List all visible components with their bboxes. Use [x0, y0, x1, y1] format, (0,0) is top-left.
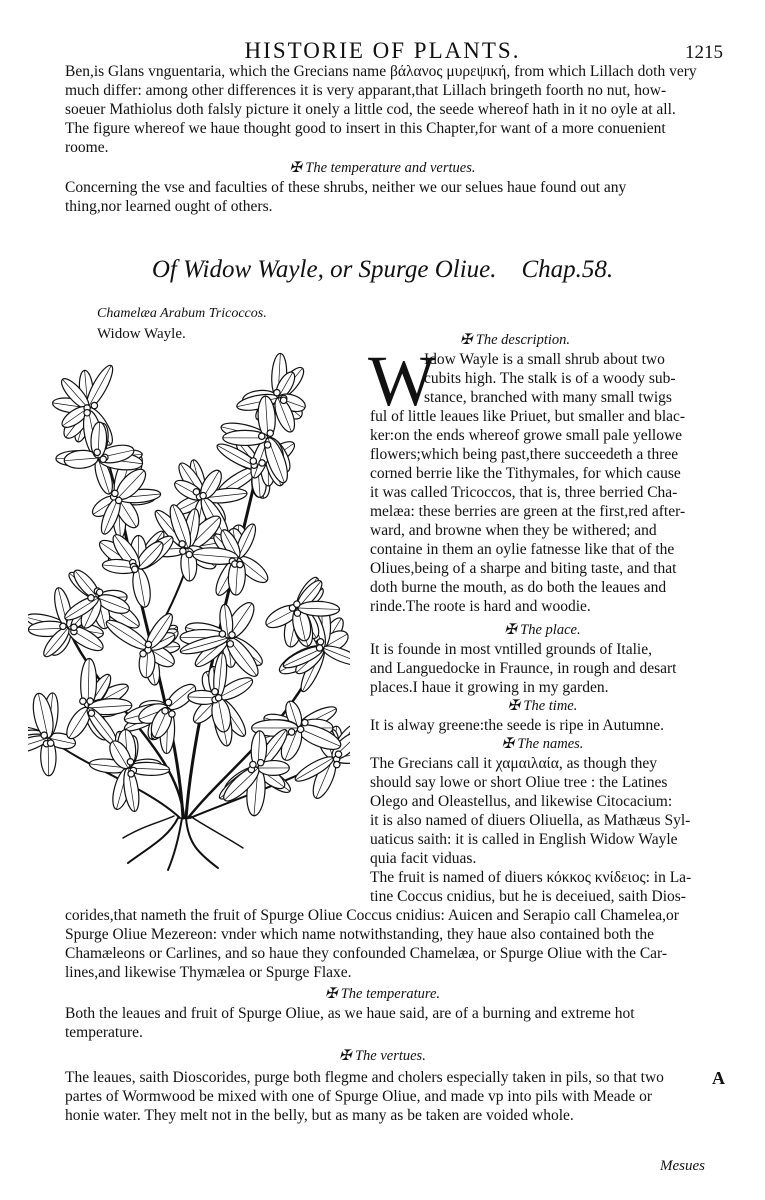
vertues-line: The leaues, saith Dioscorides, purge both flegme and cholers especially taken in pils, so that two [65, 1069, 664, 1086]
description-line: doth burne the mouth, as do both the leaues and [370, 579, 667, 596]
figure-caption-latin: Chamelæa Arabum Tricoccos. [97, 306, 267, 321]
time-line: It is alway greene:the seede is ripe in Autumne. [370, 717, 664, 734]
temperature-line: temperature. [65, 1024, 143, 1041]
intro-line: Ben,is Glans vnguentaria, which the Grecians name βάλανος μυρεψική, from which Lillach doth very [65, 63, 697, 80]
names-line: lines,and likewise Thymælea or Spurge Flaxe. [65, 964, 352, 981]
berry [186, 551, 192, 557]
berry [165, 699, 171, 705]
widow-wayle-woodcut-illustration [28, 348, 350, 873]
chapter-number: Chap.58. [521, 256, 614, 283]
berry [116, 497, 122, 503]
vertues-heading: ✠ The vertues. [339, 1048, 426, 1064]
berry [60, 623, 66, 629]
names-heading: ✠ The names. [501, 736, 584, 752]
description-line: ward, and browne when they be withered; and [370, 522, 657, 539]
names-paragraph-full [65, 906, 711, 982]
names-line: Spurge Oliue Mezereon: vnder which name notwithstanding, they haue also contained both the [65, 926, 654, 943]
vertues-line: partes of Wormwood be mixed with one of Spurge Oliue, and made vp into pils with Meade or [65, 1088, 653, 1105]
berry [128, 771, 134, 777]
temperature-line: Both the leaues and fruit of Spurge Oliue, as we haue said, are of a burning and extreme hot [65, 1005, 635, 1022]
place-line: It is founde in most vntilled grounds of Italie, [370, 641, 652, 658]
intro-paragraph [65, 62, 711, 157]
berry [267, 430, 273, 436]
temperature-heading: ✠ The temperature. [324, 986, 441, 1002]
berry [145, 641, 151, 647]
intro-line: much differ: among other differences it is very apparant,that Lillach bringeth foorth no nut, how- [65, 82, 667, 99]
berry [302, 719, 308, 725]
berry [257, 759, 263, 765]
description-paragraph [370, 407, 715, 616]
berry [41, 732, 47, 738]
place-heading: ✠ The place. [504, 622, 581, 638]
berry [127, 759, 133, 765]
berry [91, 402, 97, 408]
berry [112, 490, 118, 496]
berry [47, 740, 53, 746]
berry [169, 711, 175, 717]
berry [288, 729, 294, 735]
names-line: corides,that nameth the fruit of Spurge Oliue Coccus cnidius: Auicen and Serapio call Chamelea,or [65, 907, 679, 924]
berry [180, 548, 186, 554]
description-line: it was called Tricoccos, that is, three berried Cha- [370, 484, 678, 501]
berry [179, 541, 185, 547]
intro-temperature-line: thing,nor learned ought of others. [65, 198, 273, 215]
berry [317, 639, 323, 645]
names-line: The fruit is named of diuers κόκκος κνίδειος: in La- [370, 869, 692, 886]
berry [297, 726, 303, 732]
berry [100, 456, 106, 462]
description-line: rinde.The roote is hard and woodie. [370, 598, 591, 615]
running-header-title: HISTORIE OF PLANTS. [244, 38, 521, 63]
berry [162, 708, 168, 714]
berry [316, 645, 322, 651]
names-line: The Grecians call it χαμαιλαία, as though they [370, 755, 658, 772]
berry [335, 751, 341, 757]
description-heading: ✠ The description. [459, 332, 571, 348]
names-line: should say lowe or short Oliue tree : the Latines [370, 774, 668, 791]
description-line: melæa: these berries are green at the first,red after- [370, 503, 686, 520]
names-line: quia facit viduas. [370, 850, 477, 867]
berry [259, 460, 265, 466]
intro-temperature-paragraph [65, 178, 711, 216]
berry [132, 566, 138, 572]
chapter-heading [0, 256, 765, 284]
temperature-paragraph [65, 1004, 711, 1042]
berry [96, 589, 102, 595]
berry [87, 698, 93, 704]
berry [264, 442, 270, 448]
berry [250, 458, 256, 464]
page-number: 1215 [685, 42, 723, 63]
berry [71, 624, 77, 630]
intro-line: soeuer Mathiolus doth falsly picture it onely a little cod, the seede whereof hath in it no oyle at all. [65, 101, 676, 118]
berry [94, 449, 100, 455]
berry [227, 641, 233, 647]
berry [88, 710, 94, 716]
berry [219, 631, 225, 637]
berry [193, 489, 199, 495]
names-line: uaticus saith: it is called in English Widow Wayle [370, 831, 678, 848]
berry [294, 601, 300, 607]
place-line: and Languedocke in Fraunce, in rough and desart [370, 660, 677, 677]
description-line: Oliues,being of a sharpe and biting taste, and that [370, 560, 677, 577]
margin-letter: A [712, 1068, 725, 1088]
description-line: containe in them an oylie fatnesse like that of the [370, 541, 675, 558]
berry [88, 595, 94, 601]
berry [215, 695, 221, 701]
berry [80, 698, 86, 704]
berry [212, 688, 218, 694]
description-line: ker:on the ends whereof growe small pale yellowe [370, 427, 683, 444]
names-line: Olego and Oleastellus, and likewise Citocacium: [370, 793, 673, 810]
berry [259, 433, 265, 439]
berry [334, 761, 340, 767]
time-paragraph [370, 716, 715, 735]
berry [140, 651, 146, 657]
figure-caption-english: Widow Wayle. [97, 326, 186, 342]
berry [250, 761, 256, 767]
description-paragraph-indented [424, 350, 710, 407]
place-paragraph [370, 640, 715, 697]
berry [274, 389, 280, 395]
description-line: corned berrie like the Tithymales, for which cause [370, 465, 681, 482]
berry [84, 410, 90, 416]
names-paragraph [370, 754, 715, 906]
description-line: Idow Wayle is a small shrub about two [424, 351, 665, 368]
berry [229, 632, 235, 638]
intro-temperature-heading: ✠ The temperature and vertues. [289, 160, 476, 176]
berry [237, 561, 243, 567]
berry [200, 492, 206, 498]
vertues-paragraph [65, 1068, 711, 1125]
description-line: flowers;which being past,there succeedeth a three [370, 446, 679, 463]
description-line: ful of little leaues like Priuet, but smaller and blac- [370, 408, 686, 425]
berry [280, 397, 286, 403]
names-line: Chamæleons or Carlines, and so haue they confounded Chamelæa, or Spurge Oliue with the Car- [65, 945, 668, 962]
names-line: it is also named of diuers Oliuella, as Mathæus Syl- [370, 812, 691, 829]
names-line: tine Coccus cnidius, but he is deceiued, saith Dios- [370, 888, 686, 905]
time-heading: ✠ The time. [507, 698, 578, 714]
description-line: stance, branched with many small twigs [424, 389, 672, 406]
catchword: Mesues [660, 1158, 705, 1174]
vertues-line: honie water. They melt not in the belly, but as many as be taken are voided whole. [65, 1107, 574, 1124]
chapter-title: Of Widow Wayle, or Spurge Oliue. [151, 256, 497, 283]
intro-line: The figure whereof we haue thought good to insert in this Chapter,for want of a more conuenient [65, 120, 666, 137]
drop-cap: W [368, 341, 436, 421]
intro-line: roome. [65, 139, 109, 156]
description-line: cubits high. The stalk is of a woody sub- [424, 370, 676, 387]
intro-temperature-line: Concerning the vse and faculties of these shrubs, neither we our selues haue found out any [65, 179, 627, 196]
place-line: places.I haue it growing in my garden. [370, 679, 609, 696]
berry [294, 610, 300, 616]
